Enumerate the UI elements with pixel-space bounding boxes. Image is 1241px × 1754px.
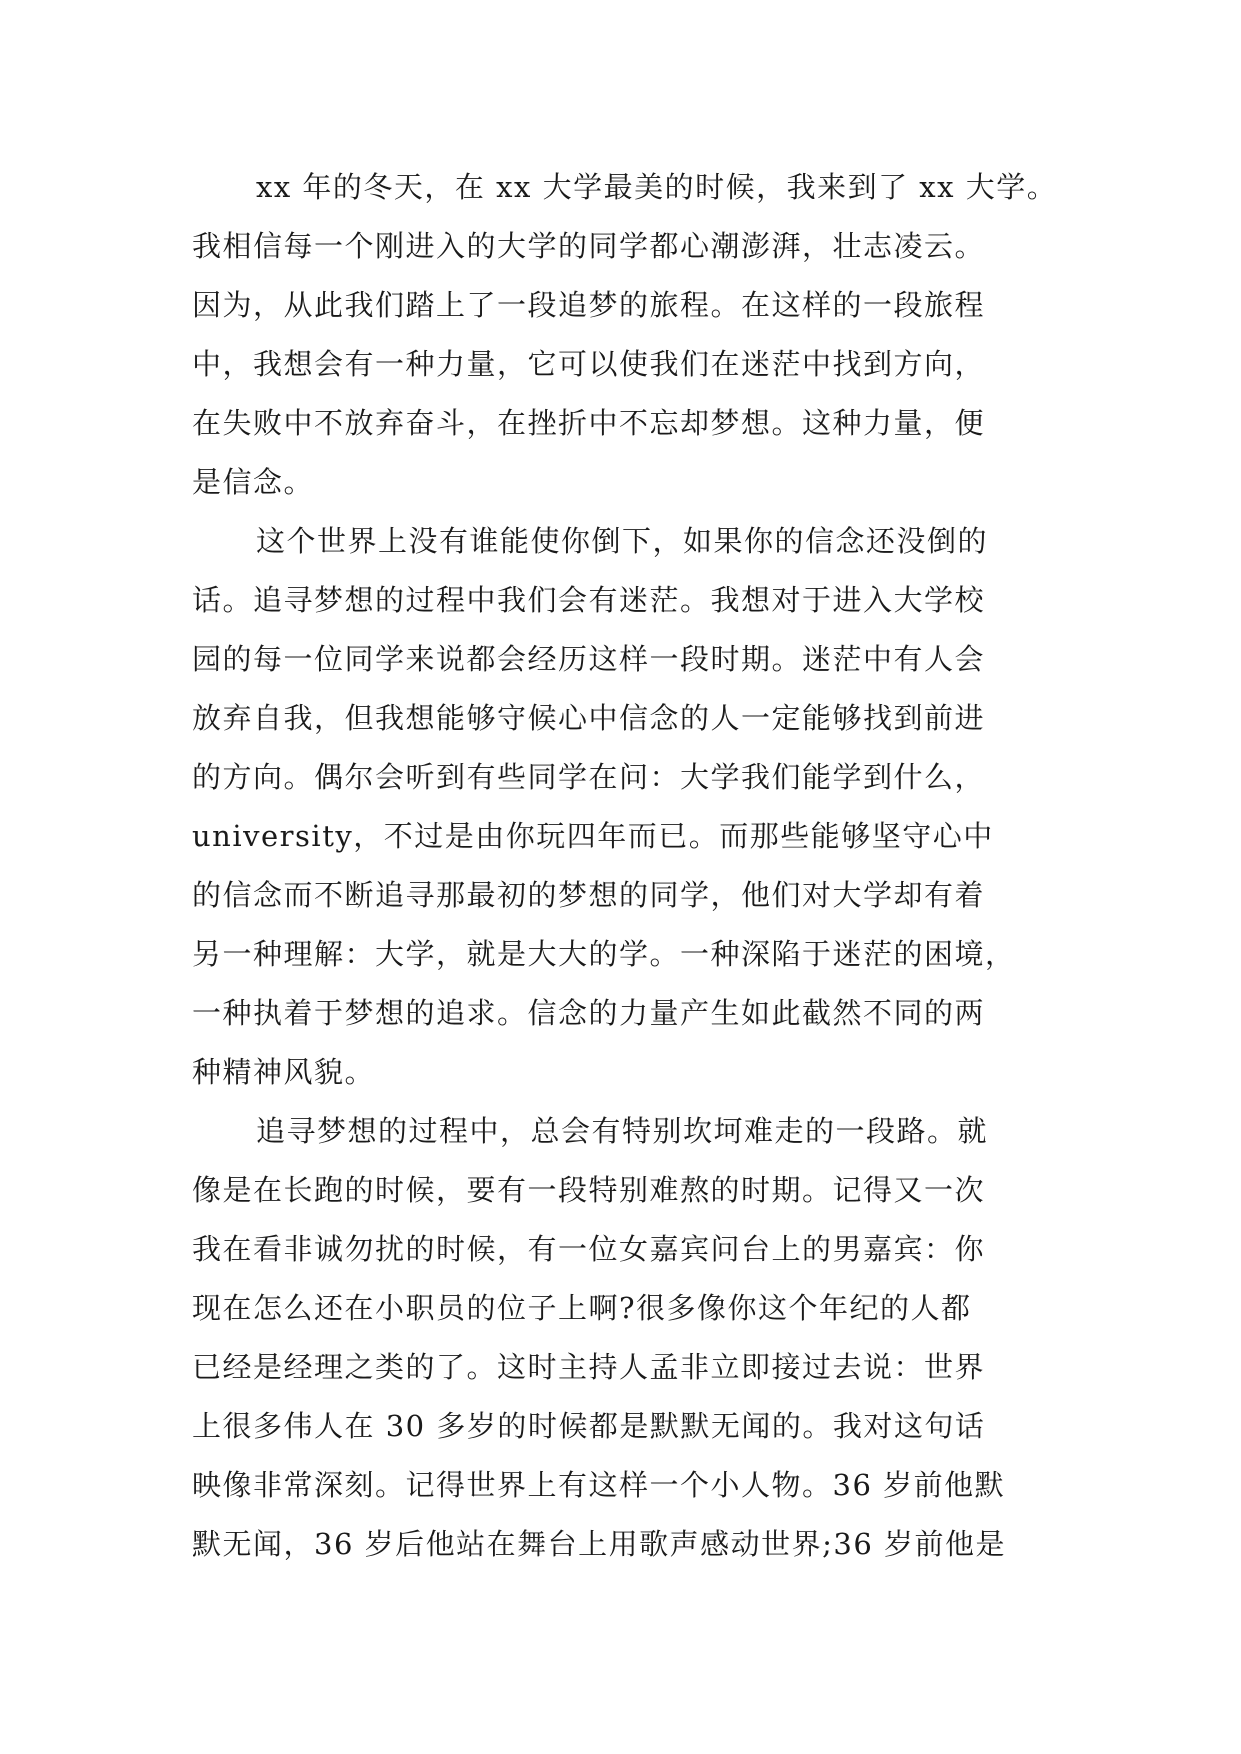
text-line: 话。追寻梦想的过程中我们会有迷茫。我想对于进入大学校 — [192, 583, 986, 617]
text-line: 在失败中不放弃奋斗，在挫折中不忘却梦想。这种力量，便 — [192, 406, 986, 440]
paragraph-1 — [192, 158, 1064, 512]
text-line: 我相信每一个刚进入的大学的同学都心潮澎湃，壮志凌云。 — [192, 229, 986, 263]
text-line: 现在怎么还在小职员的位子上啊?很多像你这个年纪的人都 — [192, 1291, 972, 1325]
text-line: xx 年的冬天，在 xx 大学最美的时候，我来到了 xx 大学。 — [256, 170, 1058, 204]
text-line: 追寻梦想的过程中，总会有特别坎坷难走的一段路。就 — [256, 1114, 989, 1148]
text-line: 我在看非诚勿扰的时候，有一位女嘉宾问台上的男嘉宾：你 — [192, 1232, 986, 1266]
text-line: 放弃自我，但我想能够守候心中信念的人一定能够找到前进 — [192, 701, 986, 735]
text-line: 园的每一位同学来说都会经历这样一段时期。迷茫中有人会 — [192, 642, 986, 676]
text-line: 上很多伟人在 30 多岁的时候都是默默无闻的。我对这句话 — [192, 1409, 986, 1443]
text-line: 是信念。 — [192, 465, 315, 499]
text-line: 映像非常深刻。记得世界上有这样一个小人物。36 岁前他默 — [192, 1468, 1006, 1502]
text-line: 的方向。偶尔会听到有些同学在问：大学我们能学到什么， — [192, 760, 986, 794]
paragraph-2 — [192, 512, 1064, 1102]
text-line: 已经是经理之类的了。这时主持人孟非立即接过去说：世界 — [192, 1350, 986, 1384]
text-line: 种精神风貌。 — [192, 1055, 376, 1089]
text-line: 另一种理解：大学，就是大大的学。一种深陷于迷茫的困境， — [192, 937, 1016, 971]
text-line: university，不过是由你玩四年而已。而那些能够坚守心中 — [192, 819, 994, 853]
text-line: 默无闻，36 岁后他站在舞台上用歌声感动世界;36 岁前他是 — [192, 1527, 1007, 1561]
document-body — [192, 158, 1064, 1574]
text-line: 的信念而不断追寻那最初的梦想的同学，他们对大学却有着 — [192, 878, 986, 912]
text-line: 一种执着于梦想的追求。信念的力量产生如此截然不同的两 — [192, 996, 986, 1030]
text-line: 这个世界上没有谁能使你倒下，如果你的信念还没倒的 — [256, 524, 989, 558]
text-line: 因为，从此我们踏上了一段追梦的旅程。在这样的一段旅程 — [192, 288, 986, 322]
text-line: 像是在长跑的时候，要有一段特别难熬的时期。记得又一次 — [192, 1173, 986, 1207]
paragraph-3 — [192, 1102, 1064, 1574]
text-line: 中，我想会有一种力量，它可以使我们在迷茫中找到方向， — [192, 347, 986, 381]
